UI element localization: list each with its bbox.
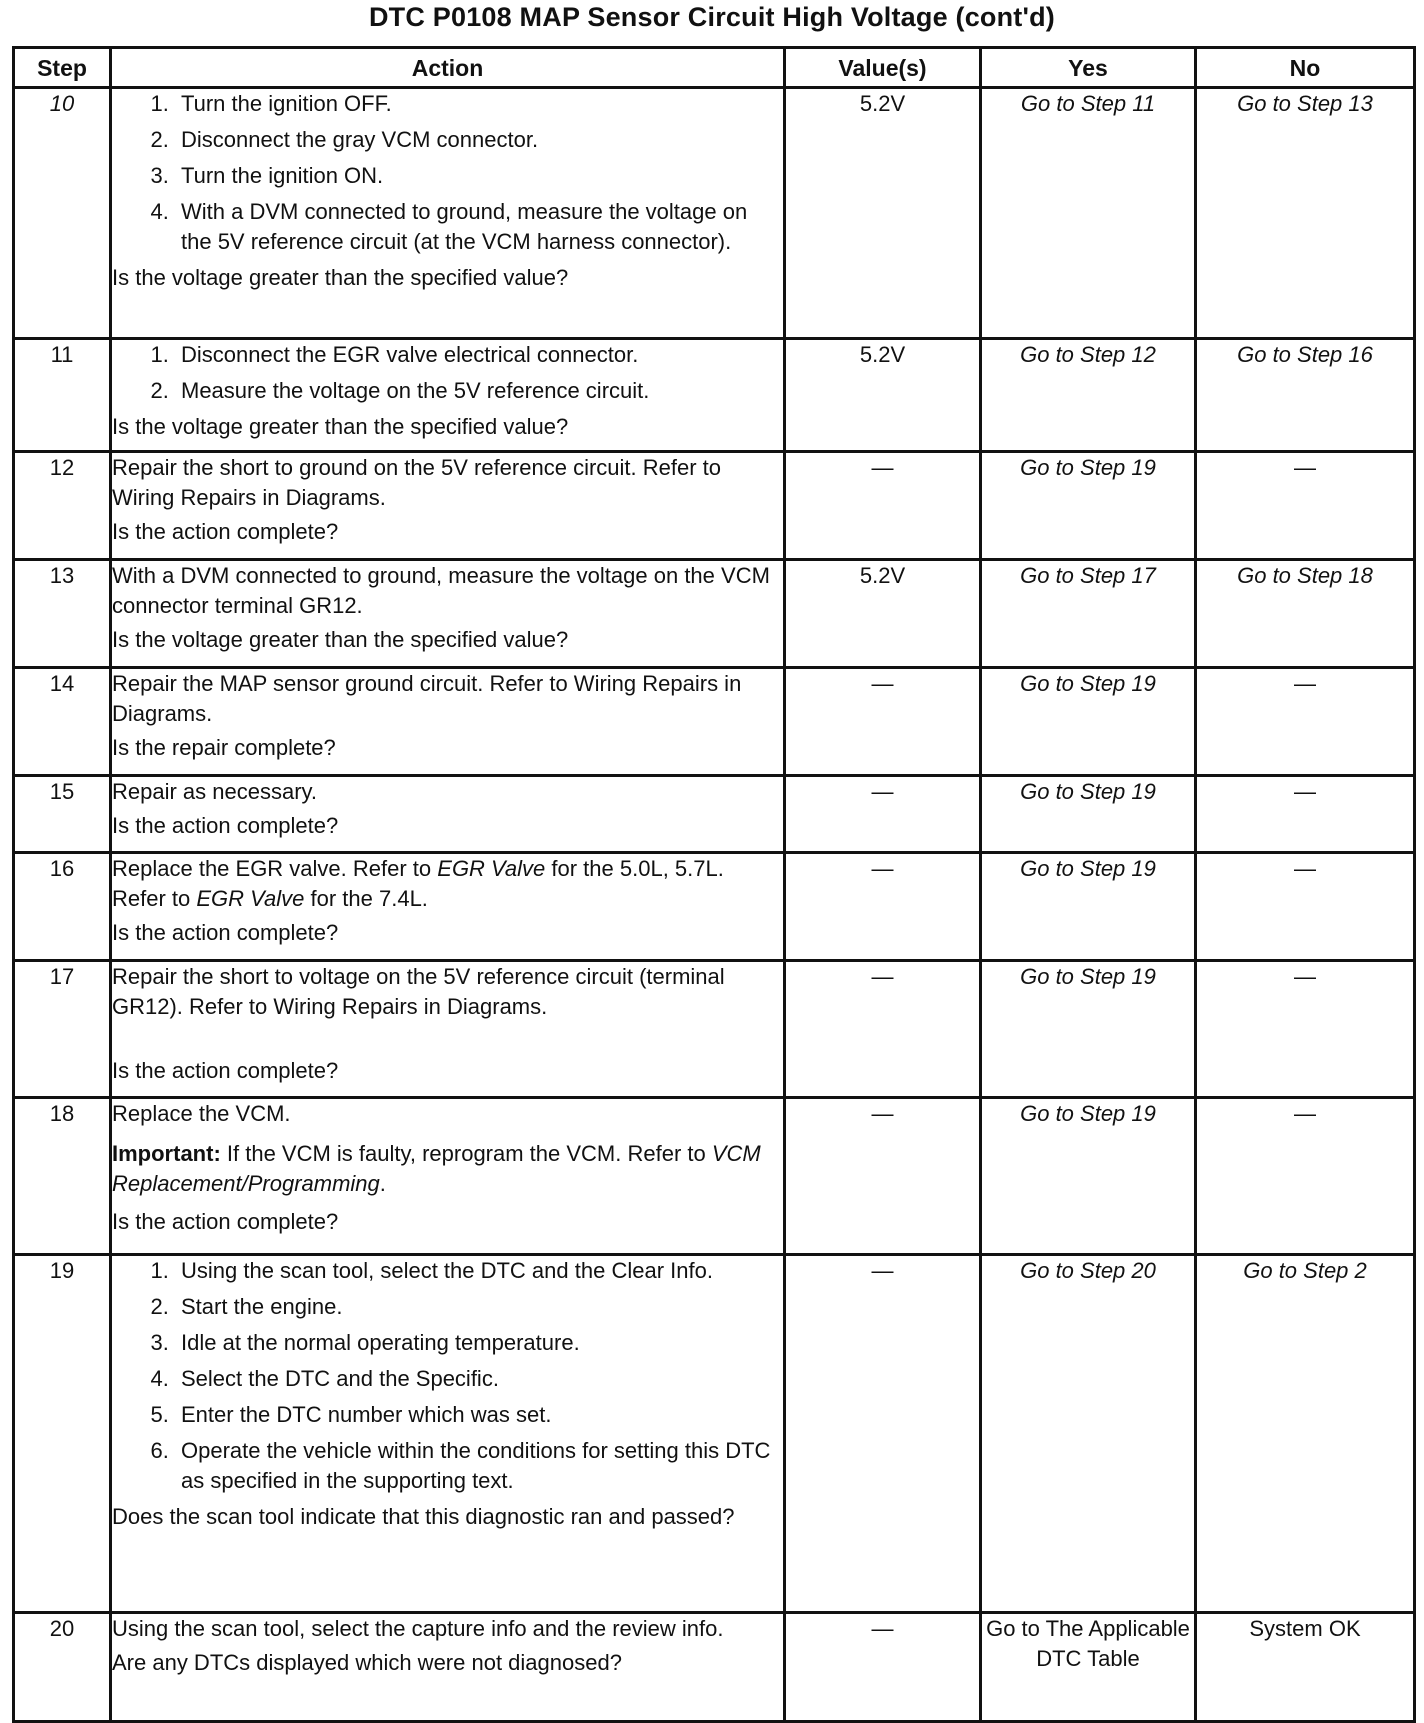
action-cell xyxy=(111,452,785,560)
action-question: Is the action complete? xyxy=(112,920,339,945)
table-row-step-16 xyxy=(14,853,1415,961)
action-question: Is the repair complete? xyxy=(112,735,336,760)
action-text: With a DVM connected to ground, measure the voltage on the VCM connector terminal GR12. xyxy=(112,563,770,618)
no-text: — xyxy=(1294,1101,1316,1126)
no-text: — xyxy=(1294,779,1316,804)
action-item: 2. Start the engine. xyxy=(175,1292,783,1322)
step-number: 12 xyxy=(14,452,111,560)
step-number: 20 xyxy=(14,1613,111,1722)
yes-text: Go to Step 12 xyxy=(1020,342,1156,367)
table-row-step-18 xyxy=(14,1098,1415,1255)
table-row-step-20 xyxy=(14,1613,1415,1722)
action-item: 1. Using the scan tool, select the DTC and the Clear Info. xyxy=(175,1256,783,1286)
table-row-step-12 xyxy=(14,452,1415,560)
step-number: 18 xyxy=(14,1098,111,1255)
step-number: 11 xyxy=(14,339,111,452)
yes-text: Go to Step 17 xyxy=(1020,563,1156,588)
yes-text: Go to Step 19 xyxy=(1020,1101,1156,1126)
action-text-part: for the 5.0L, 5.7L. Refer to xyxy=(112,856,724,911)
action-item: 1. Disconnect the EGR valve electrical connector. xyxy=(175,340,783,370)
action-question: Is the action complete? xyxy=(112,519,339,544)
action-list xyxy=(112,89,783,257)
header-row xyxy=(14,48,1415,88)
value-cell: 5.2V xyxy=(785,339,981,452)
action-item: 2. Disconnect the gray VCM connector. xyxy=(175,125,783,155)
yes-cell xyxy=(981,1613,1196,1722)
no-text: — xyxy=(1294,964,1316,989)
step-number: 14 xyxy=(14,668,111,776)
action-item: 2. Measure the voltage on the 5V reference circuit. xyxy=(175,376,783,406)
yes-cell xyxy=(981,88,1196,339)
action-cell xyxy=(111,1613,785,1722)
action-cell xyxy=(111,1255,785,1613)
yes-cell xyxy=(981,339,1196,452)
action-question: Are any DTCs displayed which were not diagnosed? xyxy=(112,1650,622,1675)
yes-cell xyxy=(981,668,1196,776)
important-end: . xyxy=(379,1171,386,1196)
no-cell xyxy=(1196,88,1415,339)
action-item: 4. With a DVM connected to ground, measure the voltage on the 5V reference circuit (at the VCM harness connector). xyxy=(175,197,783,257)
yes-cell xyxy=(981,1098,1196,1255)
no-cell xyxy=(1196,452,1415,560)
value-cell: — xyxy=(785,1098,981,1255)
no-text: System OK xyxy=(1249,1616,1361,1641)
yes-cell xyxy=(981,560,1196,668)
action-cell xyxy=(111,1098,785,1255)
important-label: Important: xyxy=(112,1141,221,1166)
step-number: 17 xyxy=(14,961,111,1098)
action-question: Does the scan tool indicate that this diagnostic ran and passed? xyxy=(112,1504,735,1529)
yes-text: Go to Step 20 xyxy=(1020,1258,1156,1283)
yes-cell xyxy=(981,853,1196,961)
value-cell: — xyxy=(785,1613,981,1722)
no-text: — xyxy=(1294,455,1316,480)
no-cell xyxy=(1196,1255,1415,1613)
no-text: Go to Step 18 xyxy=(1237,563,1373,588)
no-cell xyxy=(1196,339,1415,452)
step-number: 19 xyxy=(14,1255,111,1613)
table-row-step-10 xyxy=(14,88,1415,339)
action-text: Repair the short to voltage on the 5V reference circuit (terminal GR12). Refer to Wiring Repairs in Diagrams. xyxy=(112,964,725,1019)
header-no: No xyxy=(1196,48,1415,88)
action-item: 1. Turn the ignition OFF. xyxy=(175,89,783,119)
table-row-step-17 xyxy=(14,961,1415,1098)
value-cell: — xyxy=(785,961,981,1098)
action-list xyxy=(112,340,783,406)
action-text: Repair the MAP sensor ground circuit. Refer to Wiring Repairs in Diagrams. xyxy=(112,671,742,726)
table-row-step-19 xyxy=(14,1255,1415,1613)
yes-text: Go to Step 19 xyxy=(1020,964,1156,989)
action-question: Is the action complete? xyxy=(112,813,339,838)
yes-cell xyxy=(981,776,1196,853)
action-item: 5. Enter the DTC number which was set. xyxy=(175,1400,783,1430)
value-cell: — xyxy=(785,668,981,776)
table-row-step-11 xyxy=(14,339,1415,452)
egr-valve-reference[interactable]: EGR Valve xyxy=(437,856,546,881)
action-cell xyxy=(111,560,785,668)
yes-cell xyxy=(981,961,1196,1098)
step-number: 10 xyxy=(14,88,111,339)
value-cell: — xyxy=(785,452,981,560)
yes-text: Go to Step 11 xyxy=(1020,91,1156,116)
header-values: Value(s) xyxy=(785,48,981,88)
table-row-step-13 xyxy=(14,560,1415,668)
value-cell: — xyxy=(785,776,981,853)
vcm-programming-reference[interactable]: VCM Replacement/Programming xyxy=(112,1141,761,1196)
no-text: — xyxy=(1294,856,1316,881)
action-cell xyxy=(111,961,785,1098)
important-text: If the VCM is faulty, reprogram the VCM. Refer to xyxy=(220,1141,712,1166)
action-text-part: for the 7.4L. xyxy=(304,886,428,911)
action-cell xyxy=(111,776,785,853)
no-text: Go to Step 2 xyxy=(1243,1258,1367,1283)
yes-cell xyxy=(981,1255,1196,1613)
value-cell: 5.2V xyxy=(785,88,981,339)
no-cell xyxy=(1196,1613,1415,1722)
value-cell: — xyxy=(785,853,981,961)
egr-valve-reference[interactable]: EGR Valve xyxy=(196,886,305,911)
action-question: Is the action complete? xyxy=(112,1058,339,1083)
yes-text: Go to Step 19 xyxy=(1020,455,1156,480)
action-cell xyxy=(111,853,785,961)
yes-text: Go to The Applicable DTC Table xyxy=(986,1616,1190,1671)
action-text: Replace the VCM. xyxy=(112,1101,291,1126)
document-title: DTC P0108 MAP Sensor Circuit High Voltage (cont'd) xyxy=(368,2,1055,32)
action-question: Is the voltage greater than the specified value? xyxy=(112,414,569,439)
action-item: 6. Operate the vehicle within the conditions for setting this DTC as specified in the supporting text. xyxy=(175,1436,783,1496)
action-cell xyxy=(111,339,785,452)
no-cell xyxy=(1196,668,1415,776)
action-cell xyxy=(111,88,785,339)
important-note xyxy=(112,1139,783,1199)
yes-cell xyxy=(981,452,1196,560)
no-cell xyxy=(1196,776,1415,853)
action-cell xyxy=(111,668,785,776)
no-cell xyxy=(1196,1098,1415,1255)
header-action: Action xyxy=(111,48,785,88)
action-text: Repair the short to ground on the 5V reference circuit. Refer to Wiring Repairs in Diagrams. xyxy=(112,455,721,510)
table-row-step-14 xyxy=(14,668,1415,776)
action-text-part: Replace the EGR valve. Refer to xyxy=(112,856,438,881)
value-cell: — xyxy=(785,1255,981,1613)
action-list xyxy=(112,1256,783,1496)
header-step: Step xyxy=(14,48,111,88)
diagnostic-table xyxy=(12,46,1416,1723)
action-text: Using the scan tool, select the capture info and the review info. xyxy=(112,1616,724,1641)
action-item: 3. Idle at the normal operating temperature. xyxy=(175,1328,783,1358)
table-row-step-15 xyxy=(14,776,1415,853)
action-question: Is the voltage greater than the specified value? xyxy=(112,627,569,652)
no-cell xyxy=(1196,853,1415,961)
action-question: Is the action complete? xyxy=(112,1209,339,1234)
yes-text: Go to Step 19 xyxy=(1020,779,1156,804)
no-text: — xyxy=(1294,671,1316,696)
header-yes: Yes xyxy=(981,48,1196,88)
no-text: Go to Step 16 xyxy=(1237,342,1373,367)
step-number: 15 xyxy=(14,776,111,853)
action-item: 4. Select the DTC and the Specific. xyxy=(175,1364,783,1394)
value-cell: 5.2V xyxy=(785,560,981,668)
yes-text: Go to Step 19 xyxy=(1020,671,1156,696)
step-number: 13 xyxy=(14,560,111,668)
action-text: Repair as necessary. xyxy=(112,779,318,804)
step-number: 16 xyxy=(14,853,111,961)
no-text: Go to Step 13 xyxy=(1237,91,1373,116)
action-item: 3. Turn the ignition ON. xyxy=(175,161,783,191)
yes-text: Go to Step 19 xyxy=(1020,856,1156,881)
no-cell xyxy=(1196,961,1415,1098)
action-text xyxy=(112,854,783,914)
action-question: Is the voltage greater than the specified value? xyxy=(112,265,569,290)
no-cell xyxy=(1196,560,1415,668)
